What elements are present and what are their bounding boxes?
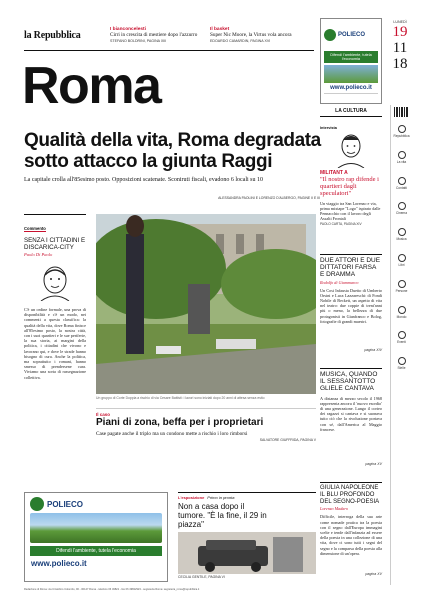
bottom-kickers: [178, 495, 316, 500]
sidebar-item-label: Stelle: [397, 366, 406, 371]
music-story[interactable]: [320, 368, 382, 480]
sidebar-item[interactable]: [391, 280, 412, 294]
sidebar-item[interactable]: [391, 331, 412, 345]
bottom-story[interactable]: [178, 492, 316, 584]
main-subhead: La capitale crolla all'85esimo posto. Opposizioni scatenate. Sconiruti fiscali, evadono 6 locali su 10: [24, 177, 264, 183]
music-headline: MUSICA, QUANDO IL SESSANTOTTO GLIELE CANTAVA: [320, 371, 378, 393]
barcode-icon: [391, 105, 411, 119]
sidebar-item-label: La vita: [396, 159, 407, 164]
sidebar-item[interactable]: [391, 306, 412, 320]
book-icon: [398, 254, 406, 262]
section-title: Roma: [22, 57, 161, 115]
ad-fineprint: [324, 93, 378, 99]
sidebar-item[interactable]: [391, 177, 412, 191]
commentary-author: Paolo Di Paolo: [24, 252, 53, 257]
bottom-byline: CECILIA GENTILE, PAGINA VI: [178, 575, 225, 579]
date-block: [389, 20, 411, 72]
ad-bottom-image: [30, 513, 162, 543]
teaser-byline: STEFANO BOLDRINI, PAGINA XIII: [110, 39, 167, 43]
main-byline: ALESSANDRA PAOLINI E LORENZO D'ALBERGO, PAGINE II E III: [218, 196, 320, 200]
theatre-story[interactable]: [320, 254, 382, 366]
car-photo: [178, 532, 316, 574]
commentary-body: C'è un ordine formale, una prova di disponibilità e c'è un modo, nei commenti a questa classifica: la qualità della vita, dove Roma finisce all'85esimo posto, la nostra città, con i suoi quartieri e le sue periferie, la sua storia, ai margini della politica, i cittadini che vivono e lavorano qui, e dove le strade hanno bisogno di cura. Anche la politica, ma soprattutto i romani, hanno smesso di prendersene cura. Viviamo una sorta di rassegnazione collettiva.: [24, 307, 86, 380]
park-photo-illustration: [96, 214, 316, 394]
culture-byline: PAOLO CARTA, PAGINA XIV: [320, 222, 362, 227]
teaser-kicker: I bianconcelesti: [110, 27, 146, 32]
globe-icon: [398, 306, 406, 314]
second-story[interactable]: [96, 408, 316, 460]
ad-top[interactable]: [320, 18, 382, 104]
theatre-footer: pagina XIV: [364, 347, 382, 352]
date-day: 19: [392, 24, 408, 40]
theatre-author: Rodolfo di Giammarco: [320, 279, 359, 285]
footer-line: Redazione di Roma: via Cristoforo Colombo, 90 - 00147 Roma - telefono 06 49821 - fax 06 49822923 - segreteria Roma: segreteria_roma@repubblica.it: [24, 588, 200, 591]
ticket-icon: [398, 331, 406, 339]
sidebar-item[interactable]: [391, 202, 412, 216]
ad-bottom-tagline: Difendi l'ambiente, tutela l'economia: [30, 546, 162, 556]
commentary-tag: Commento: [24, 226, 46, 231]
sidebar-item-label: Cinema: [396, 211, 407, 216]
date-year: 18: [392, 56, 408, 72]
bottom-headline-box: [178, 502, 316, 529]
sidebar-item[interactable]: [391, 228, 412, 242]
teaser-kicker: Il basket: [210, 27, 230, 32]
chart-icon: [398, 151, 406, 159]
sidebar-item[interactable]: [391, 254, 412, 268]
sidebar-item-label: Libri: [398, 262, 405, 267]
star-icon: [398, 357, 406, 365]
culture-text: Un viaggio tra San Lorenzo e via, prima mixtape "Logo" ispirato dalle Pennacchio con il lavoro degli Assalti Frontali: [320, 200, 381, 222]
sidebar-item-label: Repubblica: [393, 134, 410, 138]
main-headline[interactable]: Qualità della vita, Roma degradata sotto attacco la giunta Raggi: [24, 130, 321, 172]
culture-section: LA CULTURA: [320, 108, 382, 117]
sidebar-item-label: Eventi: [397, 340, 406, 345]
person-icon: [398, 280, 406, 288]
rapper-portrait: [335, 132, 367, 168]
sidebar-item[interactable]: [391, 357, 412, 371]
second-subhead: Case pagate anche il triplo ma un condono mette a rischio i loro rimborsi: [96, 431, 248, 437]
sidebar-item-label: Persone: [395, 288, 408, 293]
culture-kicker: MILITANT A: [320, 170, 348, 176]
second-kicker: Il caso: [96, 412, 111, 417]
leaf-icon: [30, 497, 44, 511]
bottom-kicker2: Primo in pronta: [207, 495, 235, 500]
sidebar-item[interactable]: [391, 125, 412, 139]
music-icon: [398, 228, 406, 236]
ad-image: [324, 65, 378, 83]
phone-icon: [398, 177, 406, 185]
poetry-story[interactable]: [320, 482, 382, 582]
bottom-kicker: L'esposizione: [178, 495, 205, 500]
top-teaser-1[interactable]: [110, 27, 205, 43]
second-headline: Piani di zona, beffa per i proprietari: [96, 417, 264, 428]
sidebar-item-label: Mondo: [396, 314, 407, 319]
teaser-text: Super Nic Moore, la Virtus vola ancora: [210, 32, 292, 38]
music-body: A distanza di mezzo secolo il 1968 rappresenta ancora il 'nuovo esordio' di una generazione. Lungo il corteo dei ragazzi si cantava e si suonava tutto ciò che la rivoluzione portava con sé, dall'America al Maggio francese.: [320, 395, 382, 432]
music-footer: pagina XV: [365, 461, 382, 466]
film-icon: [398, 202, 406, 210]
brand-logo: la Repubblica: [24, 30, 81, 41]
ad-url: www.polieco.it: [330, 85, 372, 91]
day-name: LUNEDÌ: [393, 20, 407, 24]
poetry-headline: GIULIA NAPOLEONE IL BLU PROFONDO DEL SEGNO-POESIA: [320, 485, 380, 505]
commentary-title: SENZA I CITTADINI E DISCARICA-CITY: [24, 237, 86, 251]
poetry-body: Difficile, interroga della sua arte come nomade pratica tra la poesia con il segno dall'Europa immagini scelte e tende dall'infanzia ad essere della poesia in una collezione di una vita, dove ci sono tutti i segni del segno e la comparsa della poesia alla dimensione di un'opera.: [320, 514, 382, 556]
ad-bottom-brand: POLIECO: [47, 499, 84, 509]
teaser-byline: EDOARDO CAMARDIN, PAGINA XVI: [210, 39, 271, 43]
ad-bottom[interactable]: [24, 492, 168, 582]
teaser-text: Cirri in crescita di mestiere dopo l'azzurro: [110, 32, 198, 38]
poetry-footer: pagina XV: [365, 572, 382, 577]
bottom-headline: Non a casa dopo il tumore. "È la fine, il 29 in piazza": [178, 502, 267, 529]
main-photo[interactable]: [96, 214, 316, 394]
ad-logo-box: [324, 22, 378, 48]
theatre-body: Un Cosi Infausta Duetto di Umberto Orsini e Luca Lazzareschi: di Fondi Nobile di Beckett, un aspetto di vita nel teatro: due coppie di trent'anni più o meno, la bellezza di due protagonisti in Gianfranco e Bolog, fotografie di grandi maestri.: [320, 287, 382, 324]
sidebar-item[interactable]: [391, 151, 412, 165]
ad-bottom-url: www.polieco.it: [31, 559, 87, 568]
ad-tagline: Difendi l'ambiente, tutela l'economia: [324, 51, 378, 63]
culture-interview[interactable]: [320, 126, 382, 252]
right-sidebar: [390, 105, 412, 585]
sidebar-item-label: Contatti: [396, 185, 407, 190]
second-byline: SALVATORE GIUFFRIDA, PAGINA V: [259, 438, 316, 442]
theatre-headline: DUE ATTORI E DUE DITTATORI FARSA E DRAMMA: [320, 257, 381, 279]
leaf-icon: [324, 29, 336, 41]
culture-headline: "Il nostro rap difende i quartieri dagli speculatori": [320, 176, 379, 198]
date-month: 11: [392, 40, 408, 56]
photo-caption: Un gruppo di Corte Doppia a rischio di via Cesare Battisti: i lavori sono iniziati dopo 20 anni di attesa senza esito: [96, 396, 265, 400]
top-teaser-2[interactable]: [210, 27, 308, 43]
sidebar-item-label: Musica: [396, 237, 407, 242]
ad-bottom-header: [30, 497, 162, 511]
poetry-author: Lorenzo Madaro: [320, 506, 348, 512]
author-portrait: [35, 263, 75, 301]
ad-brand: POLIECO: [338, 32, 366, 38]
newspaper-icon: [398, 125, 406, 133]
masthead-rule: [24, 50, 314, 51]
interview-tag: Intervista: [320, 126, 337, 130]
